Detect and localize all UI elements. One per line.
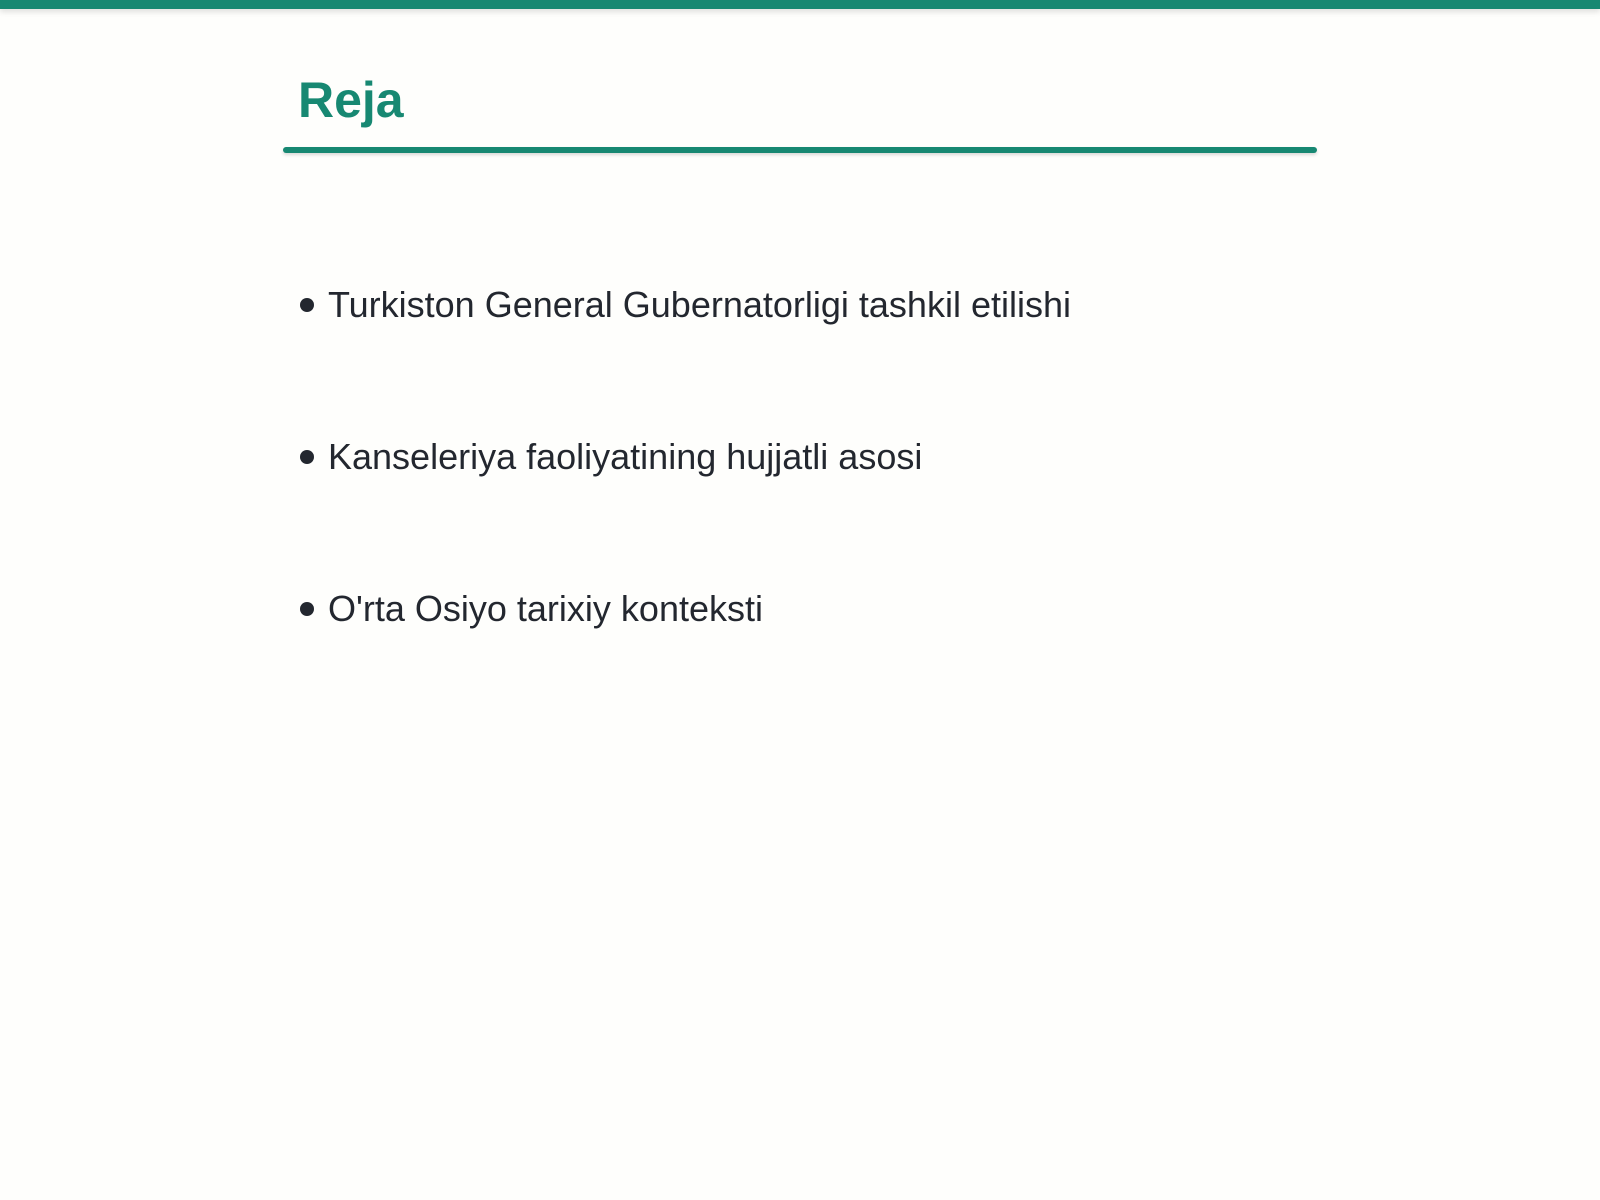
top-accent-bar bbox=[0, 0, 1600, 9]
bullet-text: O'rta Osiyo tarixiy konteksti bbox=[328, 588, 763, 629]
list-item bbox=[300, 427, 1071, 487]
list-item bbox=[300, 275, 1071, 335]
bullet-dot-icon bbox=[300, 450, 314, 464]
title-underline bbox=[283, 147, 1317, 153]
bullet-list bbox=[300, 275, 1071, 731]
list-item bbox=[300, 579, 1071, 639]
slide-title: Reja bbox=[298, 72, 404, 128]
bullet-text: Turkiston General Gubernatorligi tashkil etilishi bbox=[328, 284, 1071, 325]
bullet-dot-icon bbox=[300, 602, 314, 616]
bullet-dot-icon bbox=[300, 298, 314, 312]
bullet-text: Kanseleriya faoliyatining hujjatli asosi bbox=[328, 436, 923, 477]
